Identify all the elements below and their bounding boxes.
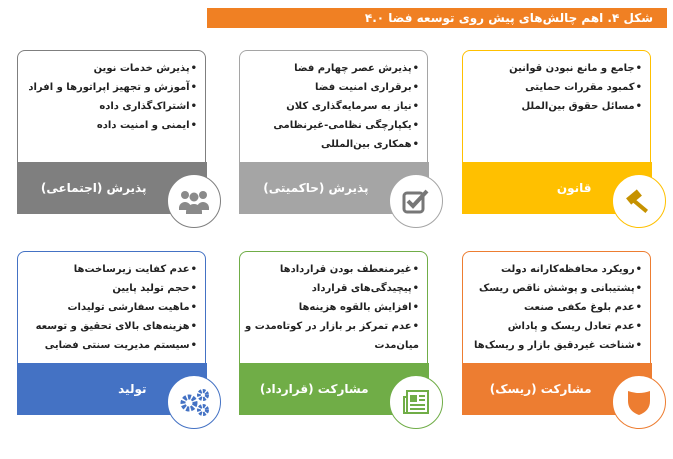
challenge-card [17, 50, 206, 213]
shield-icon [612, 375, 666, 429]
figure-title: شکل ۴. اهم چالش‌های پیش روی توسعه فضا ۴.۰ [207, 8, 667, 28]
challenge-card [462, 50, 651, 213]
challenge-list [18, 51, 205, 135]
challenge-item: • عدم تعادل ریسک و پاداش [467, 317, 642, 336]
challenge-item: • پشتیبانی و پوشش ناقص ریسک [467, 279, 642, 298]
challenge-item: • شناخت غیردقیق بازار و ریسک‌ها [467, 336, 642, 355]
card-footer [17, 363, 207, 415]
card-footer [462, 363, 652, 415]
challenge-item: • مسائل حقوق بین‌الملل [467, 97, 642, 116]
challenge-item: • پذیرش عصر چهارم فضا [244, 59, 419, 78]
challenge-item: • عدم تمرکز بر بازار در کوتاه‌مدت و میان‌مدت [244, 317, 419, 355]
challenge-list [463, 51, 650, 116]
challenge-list [240, 252, 427, 355]
people-icon [167, 174, 221, 228]
challenge-item: • یکپارچگی نظامی-غیرنظامی [244, 116, 419, 135]
challenge-card [239, 50, 428, 213]
challenge-item: • افزایش بالقوه هزینه‌ها [244, 298, 419, 317]
checkbox-icon [389, 174, 443, 228]
card-label: پذیرش (اجتماعی) [40, 180, 147, 195]
challenge-item: • برقراری امنیت فضا [244, 78, 419, 97]
card-label: تولید [118, 381, 147, 396]
challenge-item: • کمبود مقررات حمایتی [467, 78, 642, 97]
challenge-item: • همکاری بین‌المللی [244, 135, 419, 154]
challenge-item: • غیرمنعطف بودن قراردادها [244, 260, 419, 279]
gavel-icon [612, 174, 666, 228]
card-footer [239, 162, 429, 214]
card-footer [239, 363, 429, 415]
card-label: پذیرش (حاکمیتی) [263, 180, 369, 195]
card-label: مشارکت (ریسک) [489, 381, 592, 396]
challenge-item: • پذیرش خدمات نوین [22, 59, 197, 78]
challenge-item: • حجم تولید پایین [22, 279, 197, 298]
card-footer [17, 162, 207, 214]
challenge-item: • سیستم مدیریت سنتی فضایی [22, 336, 197, 355]
challenge-item: • نیاز به سرمایه‌گذاری کلان [244, 97, 419, 116]
challenge-item: • عدم کفایت زیرساخت‌ها [22, 260, 197, 279]
card-label: مشارکت (قرارداد) [259, 381, 369, 396]
challenge-item: • عدم بلوغ مکفی صنعت [467, 298, 642, 317]
challenge-card [17, 251, 206, 414]
challenge-list [240, 51, 427, 154]
challenge-list [18, 252, 205, 355]
challenge-item: • ماهیت سفارشی تولیدات [22, 298, 197, 317]
card-footer [462, 162, 652, 214]
challenge-item: • اشتراک‌گذاری داده [22, 97, 197, 116]
challenge-item: • هزینه‌های بالای تحقیق و توسعه [22, 317, 197, 336]
card-label: قانون [556, 180, 592, 195]
gears-icon [167, 375, 221, 429]
challenge-item: • پیچیدگی‌های قرارداد [244, 279, 419, 298]
challenge-card [239, 251, 428, 414]
challenge-item: • رویکرد محافظه‌کارانه دولت [467, 260, 642, 279]
challenge-list [463, 252, 650, 355]
challenge-item: • آموزش و تجهیز اپراتورها و افراد [22, 78, 197, 97]
challenge-item: • ایمنی و امنیت داده [22, 116, 197, 135]
document-icon [389, 375, 443, 429]
challenge-item: • جامع و مانع نبودن قوانین [467, 59, 642, 78]
challenge-card [462, 251, 651, 414]
